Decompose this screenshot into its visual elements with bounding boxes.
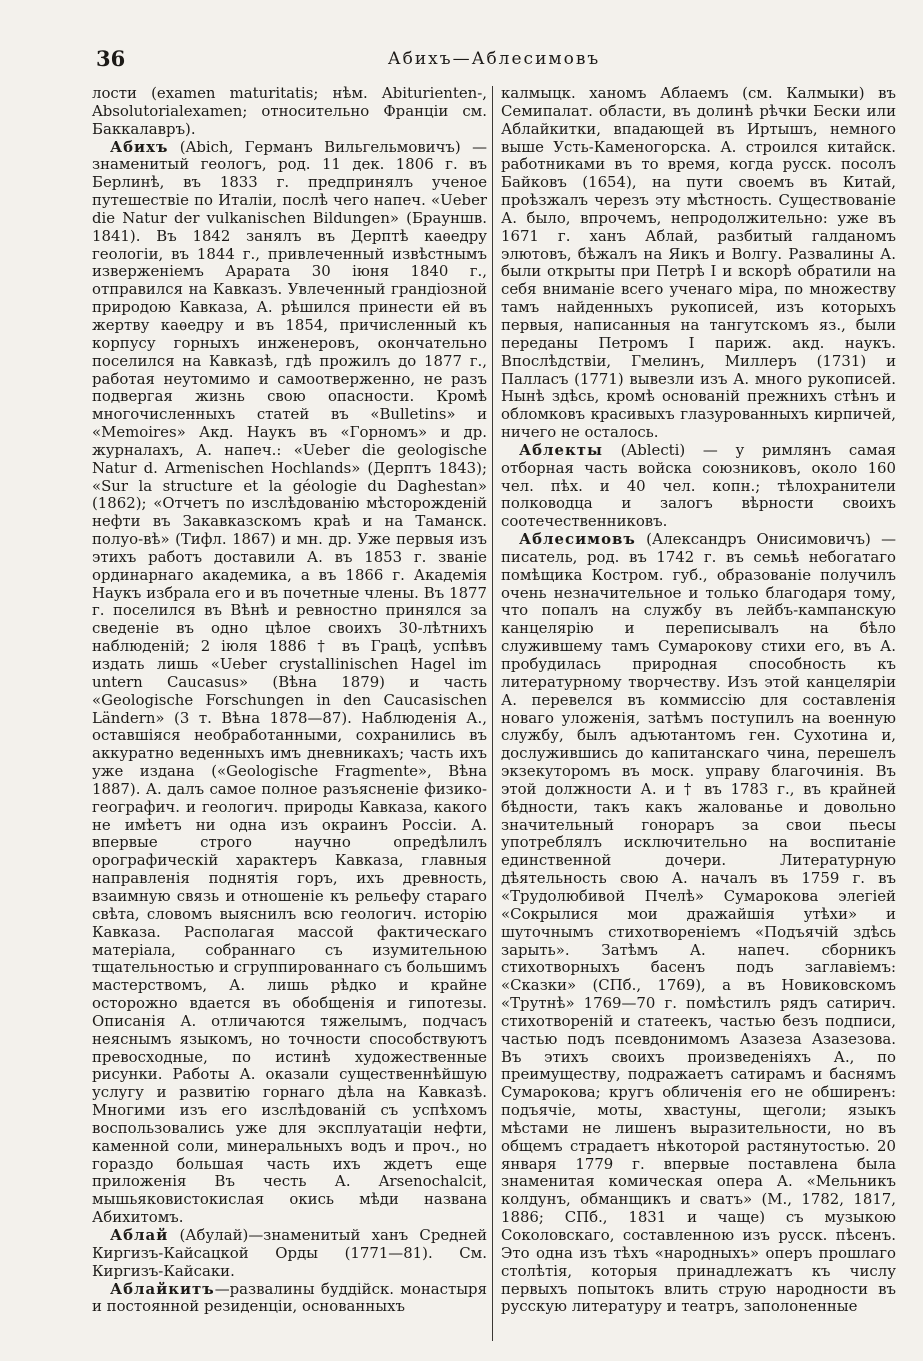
entry-text: (Abich, Германъ Вильгельмовичъ) —знаменитый геологъ, род. 11 дек. 1806 г. въ Берлинѣ, въ 1833 г. предпринялъ ученое путешествіе по Италіи, послѣ чего напеч. «Ueber die Natur der vulkanischen Bildungen» (Брауншв. 1841). Въ 1842 занялъ въ Дерптѣ каѳедру геологіи, въ 1844 г., привлеченный извѣстнымъ изверженіемъ Арарата 30 іюня 1840 г., отправился на Кавказъ. Увлеченный грандіозной природою Кавказа, А. рѣшился принести ей въ жертву каѳедру и въ 1854, причисленный къ корпусу горныхъ инженеровъ, окончательно поселился на Кавказѣ, гдѣ прожилъ до 1877 г., работая неутомимо и самоотверженно, не разъ подвергая жизнь свою опасности. Кромѣ многочисленныхъ статей въ «Bulletins» и «Memoires» Акд. Наукъ въ «Горномъ» и др. журналахъ, А. напеч.: «Ueber die geologische Natur d. Armenischen Hochlands» (Дерптъ 1843); «Sur la structure et la géologie du Daghestan» (1862); «Отчетъ по изслѣдованію мѣсторожденій нефти въ Закавказскомъ краѣ и на Таманск. полуо-вѣ» (Тифл. 1867) и мн. др. Уже первыя изъ этихъ работъ доставили А. въ 1853 г. званіе ординарнаго академика, а въ 1866 г. Академія Наукъ избрала его и въ почетные члены. Въ 1877 г. поселился въ Вѣнѣ и ревностно принялся за сведеніе въ одно цѣлое своихъ 30-лѣтнихъ наблюденій; 2 іюля 1886 † въ Грацѣ, успѣвъ издать лишь «Ueber crystallinischen Hagel im untern Caucasus» (Вѣна 1879) и часть «Geologische Forschungen in den Caucasischen Ländern» (3 т. Вѣна 1878—87). Наблюденія А., оставшіяся необработанными, сохранились въ аккуратно веденныхъ имъ дневникахъ; часть ихъ уже издана («Geologische Fragmente», Вѣна 1887). А. далъ самое полное разъясненіе физико-географич. и геологич. природы Кавказа, какого не имѣетъ ни одна изъ окраинъ Россіи. А. впервые строго научно опредѣлилъ орографическій характеръ Кавказа, главныя направленія поднятія горъ, ихъ древность, взаимную связь и отношеніе къ рельефу стараго свѣта, словомъ выяснилъ всю геологич. исторію Кавказа. Располагая массой фактическаго матеріала, собраннаго съ изумительною тщательностью и сгруппированнаго съ большимъ мастерствомъ, А. лишь рѣдко и крайне осторожно вдается въ обобщенія и гипотезы. Описанія А. отличаются тяжелымъ, подчасъ неяснымъ языкомъ, но точности способствуютъ превосходные, по истинѣ художественные рисунки. Работы А. оказали существеннѣйшую услугу и развитію горнаго дѣла на Кавказѣ. Многими изъ его изслѣдованій съ успѣхомъ воспользовались уже для эксплуатаціи нефти, каменной соли, минеральныхъ водъ и проч., но гораздо большая часть ихъ ждетъ еще приложенія Въ честь А. Arsenochalcit, мышьяковистокислая окись мѣди названа Абихитомъ. bbox=[92, 137, 487, 1227]
entry-ablesimov bbox=[501, 531, 896, 1316]
entry-abikh bbox=[92, 139, 487, 1227]
entry-ablekty bbox=[501, 442, 896, 531]
entry-text: (Ablecti) — у римлянъ самая отборная часть войска союзниковъ, около 160 чел. пѣх. и 40 чел. копн.; тѣлохранители полководца и залогъ вѣрности своихъ соотечественниковъ. bbox=[501, 440, 896, 531]
entry-headword: Аблай bbox=[110, 1226, 169, 1244]
entry-text: (Абулай)—знаменитый ханъ Средней Киргизъ-Кайсацкой Орды (1771—81). См. Киргизъ-Кайсаки. bbox=[92, 1226, 487, 1280]
entry-ablaikit bbox=[92, 1281, 487, 1317]
entry-headword: Абихъ bbox=[110, 137, 169, 156]
continuation-text: лости (examen maturitatis; нѣм. Abiturienten-, Absolutorialexamen; относительно Франціи см. Баккалавръ). bbox=[92, 84, 487, 138]
column-divider bbox=[492, 86, 493, 1341]
right-column bbox=[501, 85, 896, 1316]
entry-text: (Александръ Онисимовичъ) —писатель, род. въ 1742 г. въ семьѣ небогатаго помѣщика Костром. губ., образованіе получилъ очень незначительное и только благодаря тому, что попалъ на службу въ лейбъ-кампанскую канцелярію и переписывалъ на бѣло служившему тамъ Сумарокову стихи его, въ А. пробудилась природная способность къ литературному творчеству. Изъ этой канцеляріи А. перевелся въ коммиссію для составленія новаго уложенія, затѣмъ поступилъ на военную службу, былъ адъютантомъ ген. Сухотина и, дослужившись до капитанскаго чина, перешелъ экзекуторомъ въ моск. управу благочинія. Въ этой должности А. и † въ 1783 г., въ крайней бѣдности, такъ какъ жалованье и довольно значительный гонораръ за свои пьесы употреблялъ исключительно на воспитаніе единственной дочери. Литературную дѣятельность свою А. началъ въ 1759 г. въ «Трудолюбивой Пчелѣ» Сумарокова элегіей «Сокрылися мои дражайшія утѣхи» и шуточнымъ стихотвореніемъ «Подъячій здѣсь зарыть». Затѣмъ А. напеч. сборникъ стихотворныхъ басенъ подъ заглавіемъ: «Сказки» (СПб., 1769), а въ Новиковскомъ «Трутнѣ» 1769—70 г. помѣстилъ рядъ сатирич. стихотвореній и статеекъ, частью безъ подписи, частью подъ псевдонимомъ Азазеза Азазезова. Въ этихъ своихъ произведеніяхъ А., по преимуществу, подражаетъ сатирамъ и баснямъ Сумарокова; кругъ обличенія его не обширенъ: подъячіе, моты, хвастуны, щеголи; языкъ мѣстами не лишенъ выразительности, но въ общемъ страдаетъ нѣкоторой растянутостью. 20 января 1779 г. впервые поставлена была знаменитая комическая опера А. «Мельникъ колдунъ, обманщикъ и сватъ» (М., 1782, 1817, 1886; СПб., 1831 и чаще) съ музыкою Соколовскаго, составленною изъ русск. пѣсенъ. Это одна изъ тѣхъ «народныхъ» оперъ прошлаго столѣтія, которыя принадлежатъ къ числу первыхъ попытокъ влить струю народности въ русскую литературу и театръ, заполоненные bbox=[501, 530, 896, 1316]
entry-headword: Аблайкитъ bbox=[110, 1279, 215, 1298]
left-column bbox=[92, 85, 487, 1316]
running-head: Абихъ—Аблесимовъ bbox=[387, 49, 601, 69]
entry-ablai bbox=[92, 1227, 487, 1281]
entry-headword: Аблекты bbox=[519, 440, 603, 459]
page-number: 36 bbox=[96, 46, 126, 71]
page-header bbox=[90, 46, 898, 76]
entry-text: —развалины буддійск. монастыря и постоянной резиденціи, основанныхъ bbox=[92, 1279, 487, 1316]
continuation-text: калмыцк. ханомъ Аблаемъ (см. Калмыки) въ Семипалат. области, въ долинѣ рѣчки Бески или Аблайкитки, впадающей въ Иртышъ, немного выше Усть-Каменогорска. А. строился китайск. работниками въ то время, когда русск. посолъ Байковъ (1654), на пути своемъ въ Китай, проѣзжалъ черезъ эту мѣстность. Существованіе А. было, впрочемъ, непродолжительно: уже въ 1671 г. ханъ Аблай, разбитый галданомъ элютовъ, бѣжалъ на Яикъ и Волгу. Развалины А. были открыты при Петрѣ I и вскорѣ обратили на себя вниманіе всего ученаго міра, по множеству тамъ найденныхъ рукописей, изъ которыхъ первыя, написанныя на тангутскомъ яз., были переданы Петромъ I париж. акд. наукъ. Впослѣдствіи, Гмелинъ, Миллеръ (1731) и Палласъ (1771) вывезли изъ А. много рукописей. Нынѣ здѣсь, кромѣ основаній прежнихъ стѣнъ и обломковъ красивыхъ глазурованныхъ кирпичей, ничего не осталось. bbox=[501, 84, 896, 442]
entry-headword: Аблесимовъ bbox=[519, 530, 636, 549]
